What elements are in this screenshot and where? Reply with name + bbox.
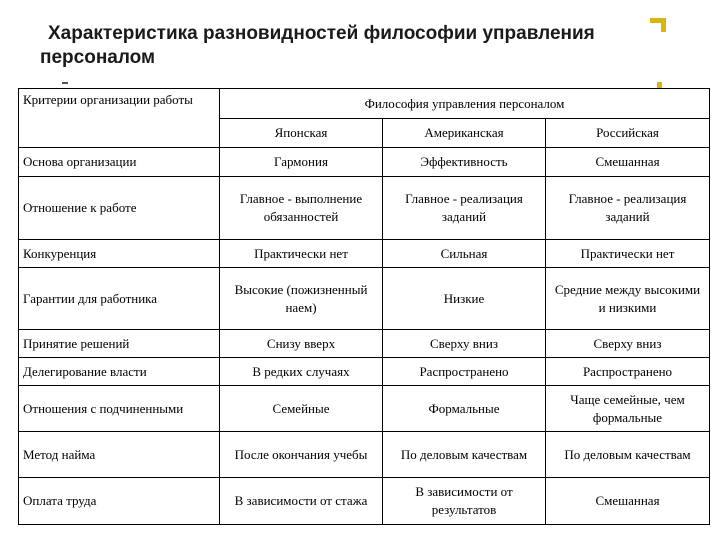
table-row <box>19 386 710 432</box>
cell-russian: Чаще семейные, чем формальные <box>546 386 710 432</box>
table-row <box>19 177 710 240</box>
cell-japanese: В редких случаях <box>220 358 383 386</box>
slide-title-line-2: персоналом <box>40 47 156 68</box>
cell-russian: Распространено <box>546 358 710 386</box>
row-criterion: Оплата труда <box>19 478 220 525</box>
cell-american: Сверху вниз <box>383 330 546 358</box>
table-row <box>19 268 710 330</box>
cell-japanese: После окончания учебы <box>220 432 383 478</box>
cell-japanese: Главное - выполнение обязанностей <box>220 177 383 240</box>
row-criterion: Гарантии для работника <box>19 268 220 330</box>
table-row <box>19 148 710 177</box>
criteria-header: Критерии организации работы <box>19 89 220 148</box>
philosophy-group-header: Философия управления персоналом <box>220 89 710 119</box>
table-row <box>19 330 710 358</box>
cell-russian: По деловым качествам <box>546 432 710 478</box>
row-criterion: Делегирование власти <box>19 358 220 386</box>
column-header-american: Американская <box>383 119 546 148</box>
cell-american: Низкие <box>383 268 546 330</box>
row-criterion: Основа организации <box>19 148 220 177</box>
cell-japanese: Практически нет <box>220 240 383 268</box>
row-criterion: Метод найма <box>19 432 220 478</box>
corner-bracket-decoration <box>650 18 666 32</box>
cell-american: Эффективность <box>383 148 546 177</box>
comparison-table <box>18 88 710 525</box>
row-criterion: Отношение к работе <box>19 177 220 240</box>
slide-title <box>40 22 640 70</box>
column-header-japanese: Японская <box>220 119 383 148</box>
cell-japanese: Высокие (пожизненный наем) <box>220 268 383 330</box>
table-row <box>19 358 710 386</box>
cell-american: Формальные <box>383 386 546 432</box>
cell-american: Распространено <box>383 358 546 386</box>
cell-japanese: В зависимости от стажа <box>220 478 383 525</box>
cell-russian: Средние между высокими и низкими <box>546 268 710 330</box>
cell-russian: Главное - реализация заданий <box>546 177 710 240</box>
table-row <box>19 432 710 478</box>
cell-american: Сильная <box>383 240 546 268</box>
row-criterion: Принятие решений <box>19 330 220 358</box>
column-header-russian: Российская <box>546 119 710 148</box>
cell-american: В зависимости от результатов <box>383 478 546 525</box>
cell-japanese: Семейные <box>220 386 383 432</box>
cell-american: По деловым качествам <box>383 432 546 478</box>
row-criterion: Отношения с подчиненными <box>19 386 220 432</box>
cell-japanese: Снизу вверх <box>220 330 383 358</box>
cell-russian: Смешанная <box>546 478 710 525</box>
cell-american: Главное - реализация заданий <box>383 177 546 240</box>
table-row <box>19 240 710 268</box>
table-row <box>19 478 710 525</box>
cell-russian: Сверху вниз <box>546 330 710 358</box>
underline-mark-decoration <box>62 82 68 84</box>
cell-russian: Практически нет <box>546 240 710 268</box>
cell-russian: Смешанная <box>546 148 710 177</box>
row-criterion: Конкуренция <box>19 240 220 268</box>
cell-japanese: Гармония <box>220 148 383 177</box>
slide-title-line-1: Характеристика разновидностей философии управления <box>48 23 595 44</box>
